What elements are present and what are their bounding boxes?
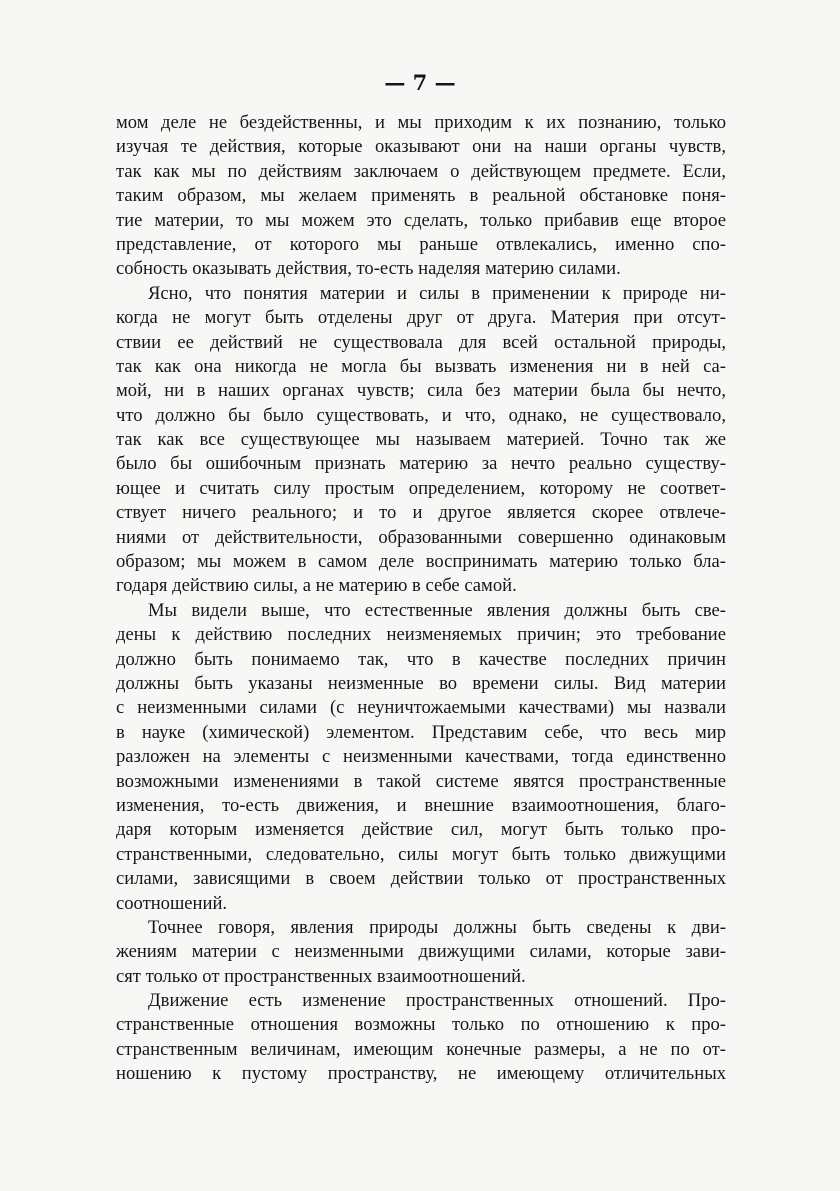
text-line: странственным величинам, имеющим конечные размеры, а не по от- xyxy=(116,1038,726,1060)
text-line: изменения, то-есть движения, и внешние взаимоотношения, благо- xyxy=(116,794,726,816)
body-text xyxy=(116,111,726,1087)
paragraph xyxy=(116,989,726,1087)
text-line: когда не могут быть отделены друг от друга. Материя при отсут- xyxy=(116,307,726,329)
text-line: соотношений. xyxy=(116,892,228,914)
text-line: образом; мы можем в самом деле воспринимать материю только бла- xyxy=(116,551,726,573)
text-line: годаря действию силы, а не материю в себе самой. xyxy=(116,575,517,597)
text-line: так как мы по действиям заключаем о действующем предмете. Если, xyxy=(116,160,726,182)
text-line: дены к действию последних неизменяемых причин; это требование xyxy=(116,624,726,646)
text-line: ношению к пустому пространству, не имеющему отличительных xyxy=(116,1063,726,1085)
text-line: тие материи, то мы можем это сделать, только прибавив еще второе xyxy=(116,209,726,231)
text-line: даря которым изменяется действие сил, могут быть только про- xyxy=(116,819,726,841)
paragraph xyxy=(116,599,726,916)
text-line: что должно бы было существовать, и что, однако, не существовало, xyxy=(116,404,726,426)
text-line: представление, от которого мы раньше отвлекались, именно спо- xyxy=(116,233,726,255)
text-line: сят только от пространственных взаимоотношений. xyxy=(116,965,526,987)
text-line: ствии ее действий не существовала для всей остальной природы, xyxy=(116,331,726,353)
text-line: Ясно, что понятия материи и силы в применении к природе ни- xyxy=(148,282,726,304)
text-line: ниями от действительности, образованными совершенно одинаковым xyxy=(116,526,726,548)
text-line: возможными изменениями в такой системе явятся пространственные xyxy=(116,770,726,792)
text-line: таким образом, мы желаем применять в реальной обстановке поня- xyxy=(116,185,726,207)
paragraph xyxy=(116,916,726,989)
text-line: силами, зависящими в своем действии только от пространственных xyxy=(116,868,726,890)
page-number: — 7 — xyxy=(384,70,456,95)
text-line: должно быть понимаемо так, что в качестве последних причин xyxy=(116,648,726,670)
text-line: так как все существующее мы называем материей. Точно так же xyxy=(116,429,726,451)
text-line: так как она никогда не могла бы вызвать изменения ни в ней са- xyxy=(116,355,726,377)
text-line: Мы видели выше, что естественные явления должны быть све- xyxy=(148,599,726,621)
text-line: должны быть указаны неизменные во времени силы. Вид материи xyxy=(116,672,726,694)
text-line: странственные отношения возможны только по отношению к про- xyxy=(116,1014,726,1036)
paragraph xyxy=(116,282,726,599)
text-line: с неизменными силами (с неуничтожаемыми качествами) мы назвали xyxy=(116,697,726,719)
text-line: было бы ошибочным признать материю за нечто реально существу- xyxy=(116,453,726,475)
text-line: Движение есть изменение пространственных отношений. Про- xyxy=(148,990,726,1012)
text-line: собность оказывать действия, то-есть наделяя материю силами. xyxy=(116,258,621,280)
text-line: странственными, следовательно, силы могут быть только движущими xyxy=(116,843,726,865)
text-line: ствует ничего реального; и то и другое является скорее отвлече- xyxy=(116,502,726,524)
paragraph xyxy=(116,111,726,282)
text-line: изучая те действия, которые оказывают они на наши органы чувств, xyxy=(116,136,726,158)
text-line: мой, ни в наших органах чувств; сила без материи была бы нечто, xyxy=(116,380,726,402)
text-line: жениям материи с неизменными движущими силами, которые зави- xyxy=(116,941,726,963)
text-line: ющее и считать силу простым определением, которому не соответ- xyxy=(116,477,726,499)
text-line: в науке (химической) элементом. Представим себе, что весь мир xyxy=(116,721,726,743)
text-line: мом деле не бездейственны, и мы приходим к их познанию, только xyxy=(116,112,726,133)
text-line: Точнее говоря, явления природы должны быть сведены к дви- xyxy=(148,916,726,938)
text-line: разложен на элементы с неизменными качествами, тогда единственно xyxy=(116,746,726,768)
